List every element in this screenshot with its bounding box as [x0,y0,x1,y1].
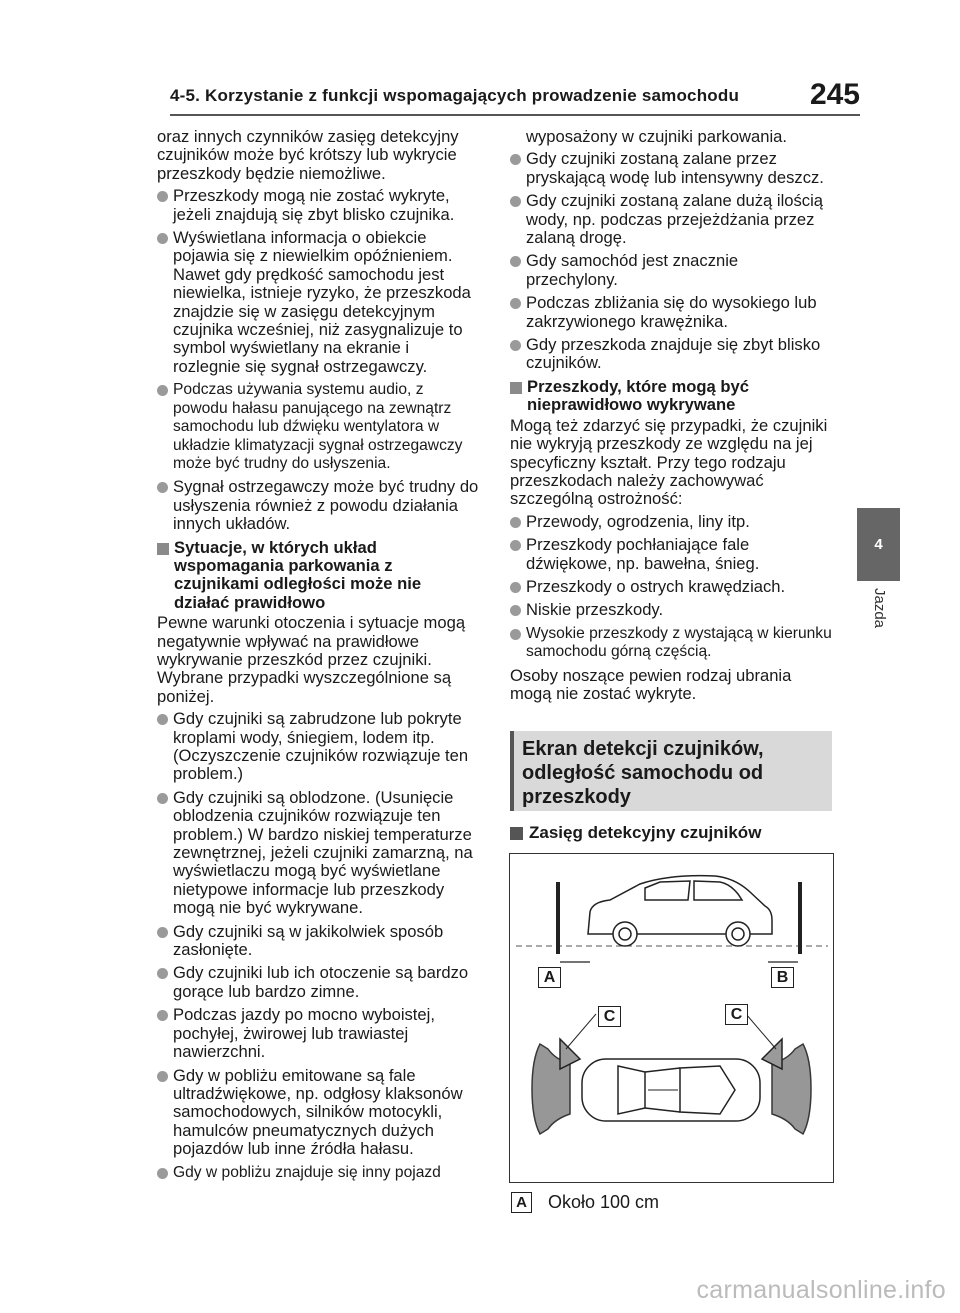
list-item: Przewody, ogrodzenia, liny itp. [510,513,832,531]
list-item: Wyświetlana informacja o obiekcie pojawia się z niewielkim opóźnieniem. Nawet gdy prędkość samochodu jest niewielka, istnieje ryzyko, że przeszkoda znajdzie się w zasięgu detekcyjnym czujnika wcześniej, niż zasygnalizuje to symbol wyświetlany na ekranie i rozlegnie się sygnał ostrzegawczy. [157,229,479,376]
section-title-box [510,731,832,811]
list-item: Podczas zbliżania się do wysokiego lub zakrzywionego krawężnika. [510,294,832,331]
list-item: Gdy czujniki są w jakikolwiek sposób zasłonięte. [157,923,479,960]
car-side-view [516,876,828,954]
watermark: carmanualsonline.info [696,1276,946,1304]
list-item: Gdy przeszkoda znajduje się zbyt blisko czujników. [510,336,832,373]
continuation-text: wyposażony w czujniki parkowania. [526,127,788,146]
list-item: Wysokie przeszkody z wystającą w kierunku samochodu górną częścią. [510,625,832,662]
list-item: Gdy czujniki są oblodzone. (Usunięcie oblodzenia czujników rozwiązuje ten problem.) W bardzo niskiej temperaturze zewnętrznej, jeżeli czujniki zamarzną, na wyświetlaczu mogą być wyświetlane nietypowe informacje lub przeszkody mogą nie być wykrywane. [157,789,479,918]
list-item: Podczas jazdy po mocno wyboistej, pochyłej, żwirowej lub trawiastej nawierzchni. [157,1006,479,1061]
list-item: Niskie przeszkody. [510,601,832,619]
section-heading: Sytuacje, w których układ wspomagania parkowania z czujnikami odległości może nie działać prawidłowo [157,539,479,613]
list-item: Gdy czujniki zostaną zalane dużą ilością wody, np. podczas przejeżdżania przez zalaną drogę. [510,192,832,247]
body-paragraph: Pewne warunki otoczenia i sytuacje mogą negatywnie wpływać na prawidłowe wykrywanie przeszkód przez czujniki. Wybrane przypadki wyszczególnione są poniżej. [157,613,466,706]
section-title: Ekran detekcji czujników, odległość samochodu od przeszkody [522,738,764,808]
sensor-diagram [510,854,833,1182]
label-c-right: C [725,1004,748,1025]
chapter-tab-label-text: Jazda [871,588,888,629]
chapter-tab[interactable]: 4 [857,508,900,581]
subheading: Zasięg detekcyjny czujników [510,823,761,843]
body-paragraph: Mogą też zdarzyć się przypadki, że czujniki nie wykryją przeszkody ze względu na jej specyficzny kształt. Przy tego rodzaju przeszkodach należy zachowywać szczególną ostrożność: [510,415,828,509]
page-header [170,80,860,116]
list-item: Podczas używania systemu audio, z powodu hałasu panującego na zewnątrz samochodu lub dźwięku wentylatora w układzie klimatyzacji sygnał ostrzegawczy może być trudny do usłyszenia. [157,381,479,473]
chapter-title: 4-5. Korzystanie z funkcji wspomagających prowadzenie samochodu [170,86,740,105]
caption-text: Około 100 cm [548,1192,660,1212]
list-item: Gdy czujniki lub ich otoczenie są bardzo gorące lub bardzo zimne. [157,964,479,1001]
section-heading: Przeszkody, które mogą być nieprawidłowo wykrywane [510,378,832,415]
intro-text: oraz innych czynników zasięg detekcyjny czujników może być krótszy lub wykrycie przeszkody będzie niemożliwe. [157,127,459,183]
label-c-left: C [598,1006,621,1027]
list-item: Gdy czujniki są zabrudzone lub pokryte kroplami wody, śniegiem, lodem itp. (Oczyszczenie czujników rozwiązuje ten problem.) [157,710,479,784]
list-item: Przeszkody o ostrych krawędziach. [510,578,832,596]
chapter-tab-label [866,588,890,668]
right-column [510,128,832,707]
list-item: Gdy samochód jest znacznie przechylony. [510,252,832,289]
closing-paragraph: Osoby noszące pewien rodzaj ubrania mogą nie zostać wykryte. [510,665,792,703]
list-item: Gdy w pobliżu emitowane są fale ultradźwiękowe, np. odgłosy klaksonów samochodowych, silników motocykli, hamulców pneumatycznych dużych pojazdów lub inne źródła hałasu. [157,1067,479,1159]
car-top-view [532,1014,811,1134]
figure-caption [511,1192,659,1213]
list-item: Gdy czujniki zostaną zalane przez pryskającą wodę lub intensywny deszcz. [510,150,832,187]
list-item: Przeszkody pochłaniające fale dźwiękowe, np. bawełna, śnieg. [510,536,832,573]
list-item: Sygnał ostrzegawczy może być trudny do usłyszenia również z powodu działania innych układów. [157,478,479,533]
list-item: Gdy w pobliżu znajduje się inny pojazd [157,1164,479,1182]
caption-key: A [511,1192,532,1213]
sensor-range-figure [509,853,834,1183]
page-number: 245 [809,78,860,111]
label-a: A [538,967,561,988]
label-b: B [771,967,794,988]
list-item: Przeszkody mogą nie zostać wykryte, jeżeli znajdują się zbyt blisko czujnika. [157,187,479,224]
left-column [157,128,479,1187]
